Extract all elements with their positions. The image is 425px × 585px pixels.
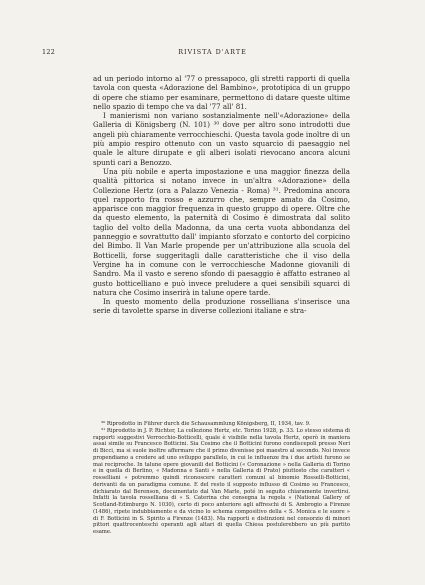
body-text — [93, 74, 350, 316]
footnote: ³¹ Riprodotto in J. P. Richter, La collezione Hertz, etc. Torino 1928, p. 33. Lo stesso sistema di rapporti suggestivi Verrocchio-Botticelli, quale è visibile nella tavola Hertz, operò in maniera assai simile su Francesco Botticini. Sia Cosimo che il Botticini furono condiscepoli presso Neri di Bicci, ma si suole inoltre affermare che il primo divenisse poi maestro al secondo. Noi invece propendiamo a credere ad uno sviluppo parallelo, in cui le influenze fra i due artisti furono se mai reciproche. In talune opere giovanili del Botticini (« Coronazione » nella Galleria di Torino e in quella di Berlino, « Madonna e Santi » nella Galleria di Prato) piuttosto che caratteri « rosselliani » potremmo quindi riconoscere caratteri comuni al binomio Rosselli-Botticini, derivanti da un paradigma comune. E del resto il supposto influsso di Cosimo su Francesco, dichiarato dal Berenson, documentato dal Van Marle, poté in seguito chiaramente invertirsi. Infatti la tavola rosselliana di « S. Caterina che consegna la regola » (National Gallery of Scotland-Edimburgo N. 1030), certo di poco anteriore agli affreschi di S. Ambrogio a Firenze (1486), ripete indubbiamente e da vicino lo schema compositivo della « S. Monica e le suore » di F. Botticini in S. Spirito a Firenze (1483). Ma rapporti e distinzioni nel consorzio di minori pittori quattrocenteschi operanti agli altari di quella Chiesa postulerebbero un più partito esame. — [93, 427, 350, 535]
running-header — [42, 48, 383, 58]
paragraph: I manierismi non variano sostanzialmente nell'«Adorazione» della Galleria di Königsberg (N. 101) ³⁰ dove per altro sono introdotti due angeli più chiaramente verrocchieschi. Questa tavola gode inoltre di un più ampio respiro ottenuto con un vasto squarcio di paesaggio nel quale le alture dirupate e gli alberi isolati rievocano ancora alcuni spunti cari a Benozzo. — [93, 111, 350, 167]
paragraph: In questo momento della produzione rosselliana s'inserisce una serie di tavolette sparse in diverse collezioni italiane e stra- — [93, 297, 350, 316]
journal-title: RIVISTA D'ARTE — [178, 48, 247, 56]
paragraph: ad un periodo intorno al '77 o pressapoco, gli stretti rapporti di quella tavola con questa «Adorazione del Bambino», prototipica di un gruppo di opere che stiamo per esaminare, permettono di datare queste ultime nello spazio di tempo che va dal '77 all' 81. — [93, 74, 350, 111]
footnotes — [93, 421, 350, 536]
footnote: ³⁰ Riprodotto in Führer durch die Schausammlung Königsberg, II, 1934, tav. 9. — [101, 421, 311, 427]
page-number: 122 — [42, 48, 56, 56]
paragraph: Una più nobile e aperta impostazione e una maggior finezza della qualità pittorica si notano invece in un'altra «Adorazione» della Collezione Hertz (ora a Palazzo Venezia - Roma) ³¹. Predomina ancora quel rapporto fra rosso e azzurro che, sempre amato da Cosimo, apparisce con maggior frequenza in questo gruppo di opere. Oltre che da questo elemento, la paternità di Cosimo è dimostrata dal solito taglio del volto della Madonna, da una certa vuota abbondanza del panneggio e sovrattutto dall' impianto sforzato e contorto del corpicino del Bimbo. Il Van Marle propende per un'attribuzione alla scuola del Botticelli, forse suggeritagli dalle caratteristiche che il viso della Vergine ha in comune con le verrocchiesche Madonne giovanili di Sandro. Ma il vasto e sereno sfondo di paesaggio è affatto estraneo al gusto botticelliano e può invece preludere a quei sensibili squarci di natura che Cosimo inserirà in talune opere tarde. — [93, 166, 350, 297]
